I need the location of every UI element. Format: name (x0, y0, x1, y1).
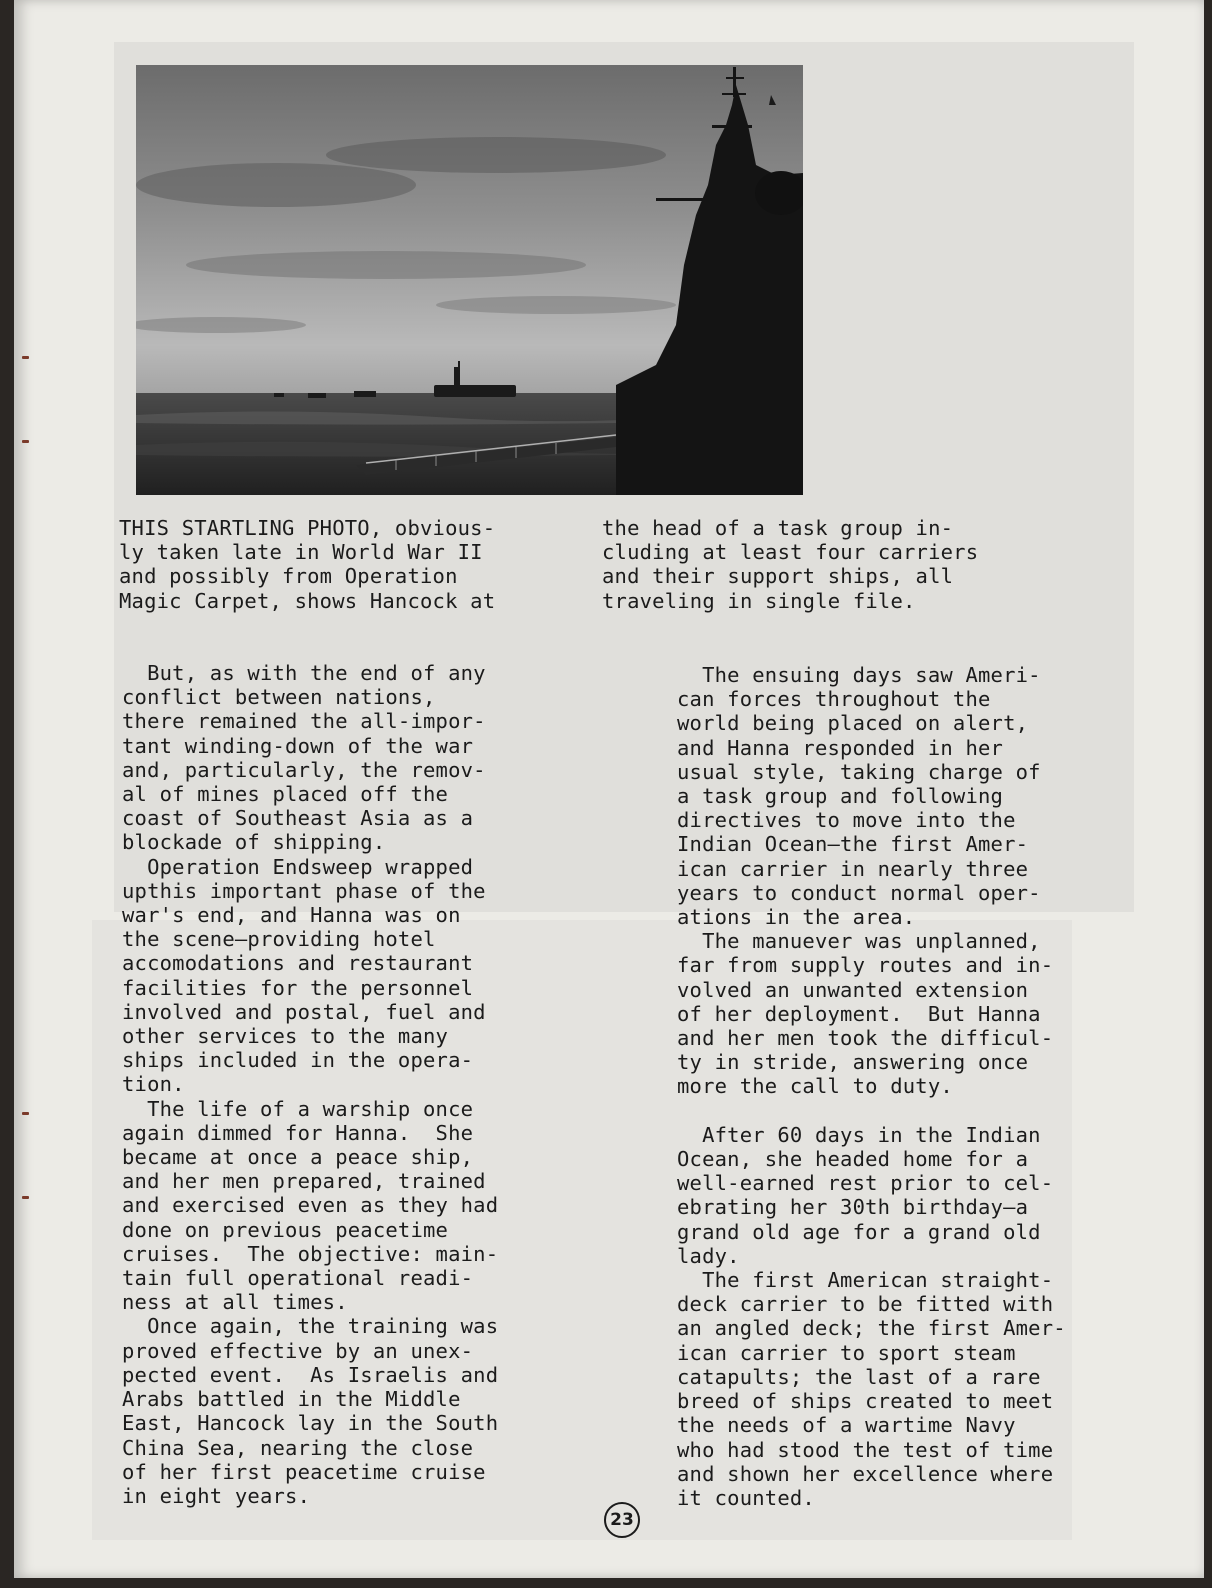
binding-staple (22, 1112, 29, 1115)
article-column-right: The ensuing days saw Ameri- can forces throughout the world being placed on alert, and Hanna responded in her usual style, taking charge of a task group and following directives to move into the Indian Ocean—the first Amer- ican carrier in nearly three years to conduct normal oper- ations in the area. The manuever was unplanned, far from supply routes and in- volved an unwanted extension of her deployment. But Hanna and her men took the difficul- ty in stride, answering once more the call to duty. After 60 days in the Indian Ocean, she headed home for a well-earned rest prior to cel- ebrating her 30th birthday—a grand old age for a grand old lady. The first American straight- deck carrier to be fitted with an angled deck; the first Amer- ican carrier to sport steam catapults; the last of a rare breed of ships created to meet the needs of a wartime Navy who had stood the test of time and shown her excellence where it counted. (677, 663, 1066, 1510)
article-column-left: But, as with the end of any conflict between nations, there remained the all-impor- tant winding-down of the war and, particularly, the remov- al of mines placed off the coast of Southeast Asia as a blockade of shipping. Operation Endsweep wrapped upthis important phase of the war's end, and Hanna was on the scene—providing hotel accomodations and restaurant facilities for the personnel involved and postal, fuel and other services to the many ships included in the opera- tion. The life of a warship once again dimmed for Hanna. She became at once a peace ship, and her men prepared, trained and exercised even as they had done on previous peacetime cruises. The objective: main- tain full operational readi- ness at all times. Once again, the training was proved effective by an unex- pected event. As Israelis and Arabs battled in the Middle East, Hancock lay in the South China Sea, nearing the close of her first peacetime cruise in eight years. (122, 661, 499, 1508)
aircraft-carrier-photo (136, 65, 803, 495)
photo-caption-left: THIS STARTLING PHOTO, obvious- ly taken late in World War II and possibly from Operation Magic Carpet, shows Hancock at (119, 516, 496, 613)
page-number-badge (604, 1502, 640, 1538)
binding-staple (22, 1196, 29, 1199)
page-number: 23 (610, 1510, 634, 1530)
binding-staple (22, 440, 29, 443)
binding-staple (22, 356, 29, 359)
aircraft-carrier-photo-icon (136, 65, 803, 495)
photo-caption-right: the head of a task group in- cluding at least four carriers and their support ships, all traveling in single file. (602, 516, 979, 613)
